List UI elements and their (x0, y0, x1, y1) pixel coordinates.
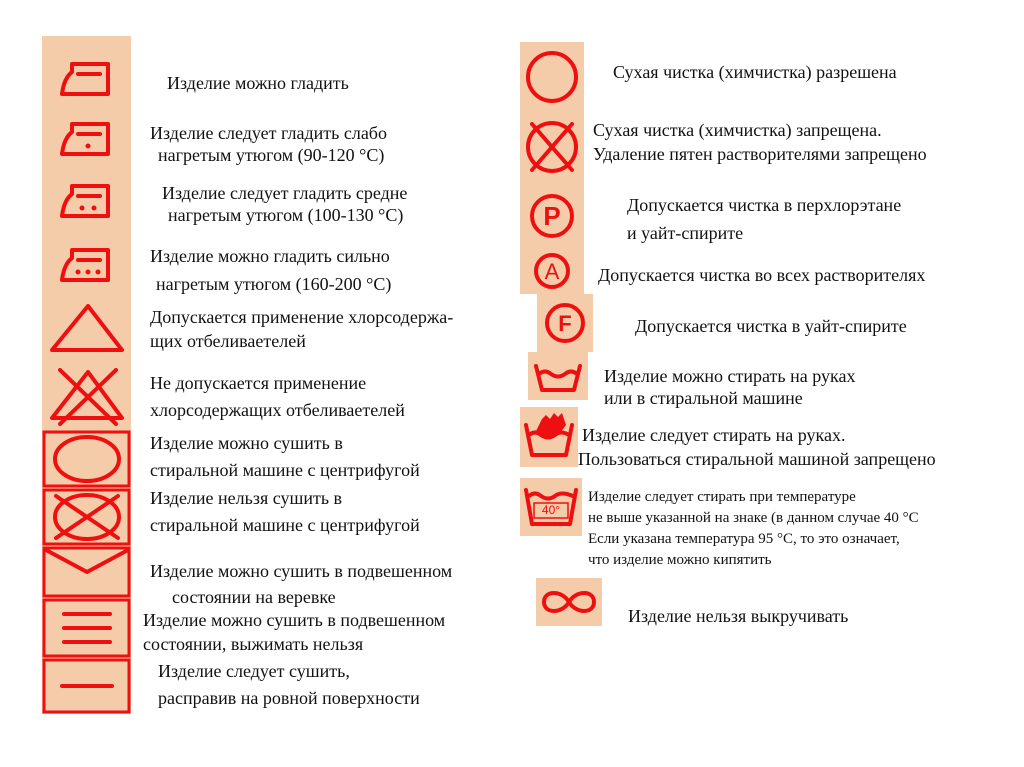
caption-clean-f: Допускается чистка в уайт-спирите (635, 316, 907, 336)
crossed-square-circle-icon (42, 488, 131, 546)
triangle-icon (42, 298, 131, 360)
caption-iron-high: Изделие можно гладить сильно нагретым утюгом (160-200 °С) (150, 246, 392, 294)
caption-bleach: Допускается применение хлорсодержа- щих отбеливаетелей (150, 307, 454, 351)
caption-line-dry: Изделие можно сушить в подвешенном состоянии на веревке (150, 561, 453, 607)
caption-clean-p: Допускается чистка в перхлорэтане и уайт-спирите (627, 195, 902, 243)
caption-no-wring: Изделие нельзя выкручивать (628, 606, 849, 626)
circle-icon (520, 42, 584, 112)
square-curve-icon (42, 546, 131, 598)
caption-drip-dry: Изделие можно сушить в подвешенном состоянии, выжимать нельзя (143, 610, 446, 654)
caption-hand-wash: Изделие следует стирать на руках. Пользоваться стиральной машиной запрещено (578, 425, 936, 469)
iron-three-dots-icon (42, 232, 131, 296)
square-circle-icon (42, 430, 131, 488)
circle-a-icon (520, 248, 584, 294)
caption-wash: Изделие можно стирать на руках или в стиральной машине (604, 366, 856, 408)
circle-p-icon (520, 182, 584, 248)
letter-f: F (558, 311, 572, 336)
crossed-triangle-icon (42, 362, 131, 428)
letter-a: A (544, 259, 560, 284)
square-three-lines-icon (42, 598, 131, 658)
caption-iron-medium: Изделие следует гладить средне нагретым утюгом (100-130 °С) (162, 183, 408, 225)
caption-no-dry-clean: Сухая чистка (химчистка) запрещена. Удаление пятен растворителями запрещено (593, 120, 927, 164)
caption-no-bleach: Не допускается применение хлорсодержащих отбеливаетелей (150, 373, 405, 420)
wash-tub-40-icon (520, 478, 582, 536)
iron-icon (42, 40, 131, 110)
caption-flat-dry: Изделие следует сушить, расправив на ровной поверхности (158, 661, 420, 708)
caption-dry-clean: Сухая чистка (химчистка) разрешена (613, 62, 897, 82)
caption-wash-40: Изделие следует стирать при температуре не выше указанной на знаке (в данном случае 40 °С Если указана температура 95 °С, то это означает, что изделие можно кипятить (588, 489, 919, 568)
letter-p: P (543, 201, 561, 231)
caption-iron-low: Изделие следует гладить слабо нагретым утюгом (90-120 °С) (150, 123, 387, 165)
caption-tumble-dry: Изделие можно сушить в стиральной машине с центрифугой (150, 433, 420, 480)
caption-iron: Изделие можно гладить (167, 73, 349, 93)
square-one-line-icon (42, 658, 131, 714)
crossed-circle-icon (520, 112, 584, 182)
wash-tub-icon (528, 352, 588, 400)
hand-wash-icon (520, 407, 578, 467)
caption-clean-a: Допускается чистка во всех растворителях (598, 265, 926, 285)
iron-two-dots-icon (42, 170, 131, 232)
iron-one-dot-icon (42, 108, 131, 170)
twist-icon (536, 578, 602, 626)
label-40: 40° (541, 503, 561, 517)
circle-f-icon (537, 294, 593, 352)
caption-no-tumble-dry: Изделие нельзя сушить в стиральной машине с центрифугой (150, 488, 420, 535)
